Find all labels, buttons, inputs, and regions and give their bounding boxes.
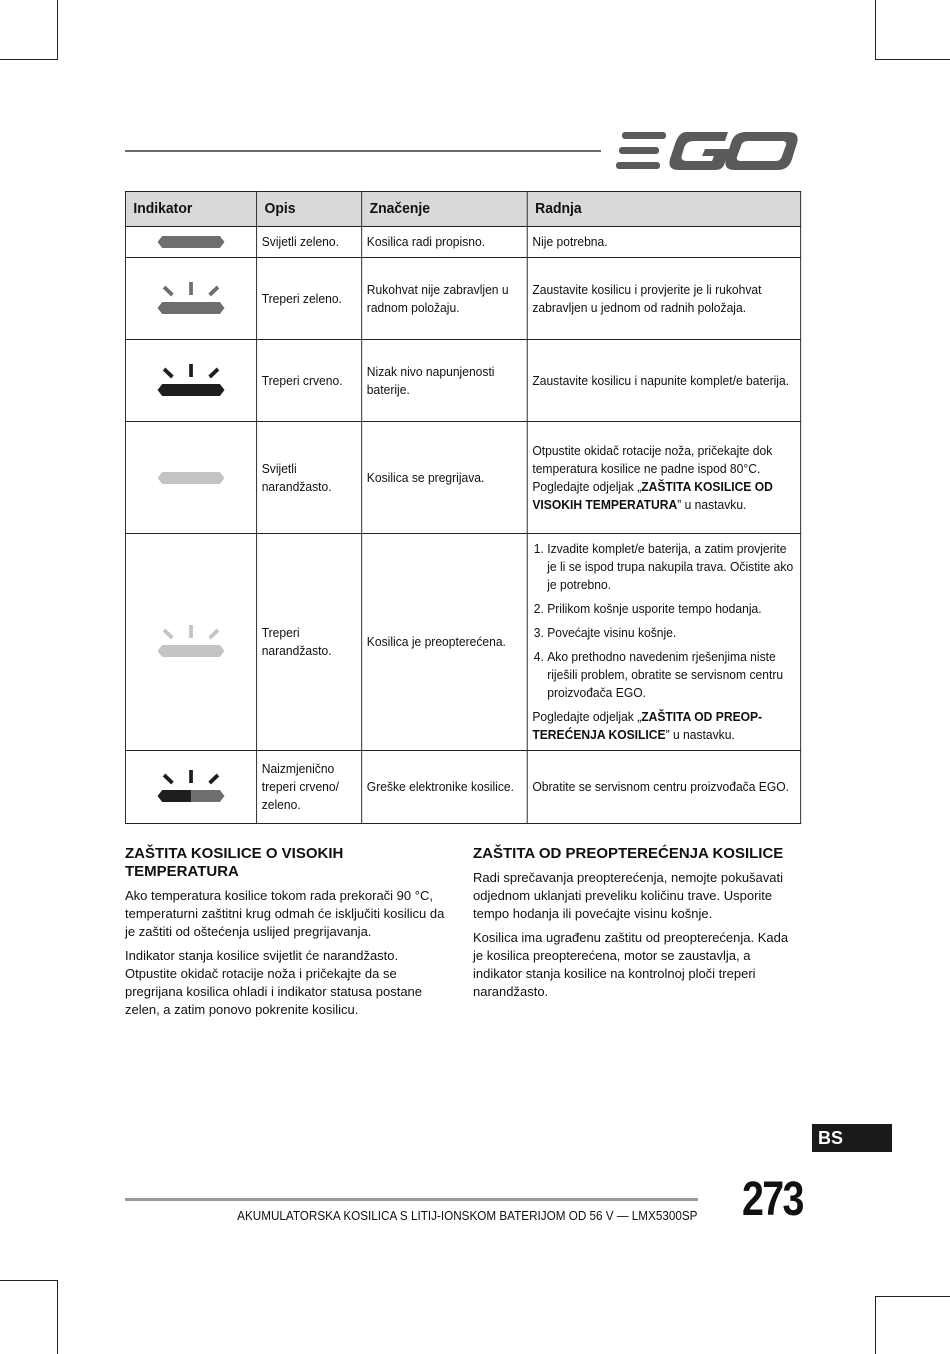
- table-row: [125, 340, 800, 422]
- section-overload: [473, 845, 799, 1007]
- radnja-cell: [527, 534, 800, 751]
- page-number: 273: [742, 1173, 803, 1226]
- znacenje-cell: Nizak nivo napunjenosti baterije.: [362, 340, 528, 422]
- section-title: ZAŠTITA KOSILICE O VISOKIH TEMPERATURA: [125, 845, 344, 880]
- section-reference: ZAŠTITA KOSILICE OD VISOKIH TEMPERATURA: [532, 478, 773, 512]
- header-radnja: Radnja: [527, 192, 800, 227]
- solid-orange-bar-icon: [157, 471, 226, 485]
- table-row: [125, 258, 800, 340]
- opis-cell: Svijetli zeleno.: [257, 227, 362, 258]
- action-list: [532, 540, 795, 702]
- crop-mark: [0, 59, 58, 60]
- section-reference: ZAŠTITA OD PREOPTEREĆENJA KOSILICE: [532, 709, 763, 742]
- table-row: [125, 534, 800, 751]
- alternating-red-green-bar-icon: [157, 769, 226, 805]
- list-item: 3. Povećajte visinu košnje.: [547, 624, 795, 642]
- radnja-cell: Obratite se servisnom centru proizvođača EGO.: [527, 751, 800, 824]
- solid-green-bar-icon: [157, 235, 226, 249]
- radnja-cell: Zaustavite kosilicu i provjerite je li rukohvat zabravljen u jednom od radnih položaja.: [527, 258, 800, 340]
- list-item: 1. Izvadite komplet/e baterija, a zatim provjerite je li se ispod trupa nakupila trava. Očistite ako je potrebno.: [547, 540, 795, 594]
- table-row: [125, 751, 800, 824]
- section-title: ZAŠTITA OD PREOPTEREĆENJA KOSILICE: [473, 845, 784, 862]
- znacenje-cell: Kosilica je preopterećena.: [362, 534, 528, 751]
- znacenje-cell: Kosilica se pregrijava.: [362, 422, 528, 534]
- opis-cell: Naizmjenično treperi crveno/ zeleno.: [257, 751, 362, 824]
- flashing-orange-bar-icon: [157, 624, 226, 660]
- header-znacenje: Značenje: [362, 192, 528, 227]
- crop-mark: [0, 1280, 58, 1281]
- crop-mark: [875, 1296, 950, 1297]
- znacenje-cell: Rukohvat nije zabravljen u radnom položaju.: [362, 258, 528, 340]
- header-rule: [125, 150, 601, 152]
- opis-cell: Treperi narandžasto.: [257, 534, 362, 751]
- list-item: 4. Ako prethodno navedenim rješenjima niste riješili problem, obratite se servisnom centru proizvođača EGO.: [547, 648, 795, 702]
- crop-mark: [875, 0, 876, 60]
- radnja-cell: Nije potrebna.: [527, 227, 800, 258]
- radnja-cell: Zaustavite kosilicu i napunite komplet/e baterija.: [527, 340, 800, 422]
- header-indikator: Indikator: [125, 192, 256, 227]
- table-header-row: [125, 192, 800, 227]
- opis-cell: Treperi zeleno.: [257, 258, 362, 340]
- table-row: [125, 227, 800, 258]
- znacenje-cell: Kosilica radi propisno.: [362, 227, 528, 258]
- flashing-green-bar-icon: [157, 281, 226, 317]
- list-item: 2. Prilikom košnje usporite tempo hodanja.: [547, 600, 795, 618]
- crop-mark: [57, 1280, 58, 1354]
- opis-cell: Svijetli narandžasto.: [257, 422, 362, 534]
- crop-mark: [875, 59, 950, 60]
- header-opis: Opis: [257, 192, 362, 227]
- language-tab: BS: [812, 1124, 892, 1152]
- indicator-cell: [125, 534, 256, 751]
- section-paragraph: Radi sprečavanja preopterećenja, nemojte pokušavati odjednom uklanjati preveliku količinu trave. Usporite tempo hodanja ili povećajte visinu košnje.: [473, 870, 784, 921]
- indicator-cell: [125, 340, 256, 422]
- indicator-cell: [125, 227, 256, 258]
- footer-title: AKUMULATORSKA KOSILICA S LITIJ-IONSKOM BATERIJOM OD 56 V — LMX5300SP: [236, 1208, 697, 1223]
- crop-mark: [875, 1296, 876, 1354]
- section-temperature: [125, 845, 451, 1025]
- indicator-cell: [125, 258, 256, 340]
- table-row: [125, 422, 800, 534]
- flashing-red-bar-icon: [157, 363, 226, 399]
- reference-paragraph: Pogledajte odjeljak „ZAŠTITA OD PREOPTEREĆENJA KOSILICE” u nastavku.: [532, 709, 763, 742]
- section-paragraph: Indikator stanja kosilice svijetlit će narandžasto. Otpustite okidač rotacije noža i pričekajte da se pregrijana kosilica ohladi i indikator statusa postane zelen, a zatim ponovo pokrenite kosilicu.: [125, 948, 423, 1017]
- section-paragraph: Kosilica ima ugrađenu zaštitu od preopterećenja. Kada je kosilica preopterećena, motor se zaustavlja, a indikator stanja kosilice na kontrolnoj ploči treperi narandžasto.: [473, 930, 789, 999]
- footer-rule: [125, 1198, 698, 1201]
- section-paragraph: Ako temperatura kosilice tokom rada prekorači 90 °C, temperaturni zaštitni krug odmah će isključiti kosilicu da je zaštiti od oštećenja uslijed pregrijavanja.: [125, 888, 445, 939]
- radnja-cell: Otpustite okidač rotacije noža, pričekajte dok temperatura kosilice ne padne ispod 80°C. Pogledajte odjeljak „ZAŠTITA KOSILICE OD VISOKIH TEMPERATURA” u nastavku.: [527, 422, 800, 534]
- crop-mark: [57, 0, 58, 60]
- indicator-cell: [125, 751, 256, 824]
- opis-cell: Treperi crveno.: [257, 340, 362, 422]
- ego-logo: [616, 130, 800, 172]
- indicator-cell: [125, 422, 256, 534]
- znacenje-cell: Greške elektronike kosilice.: [362, 751, 528, 824]
- indicator-table: [125, 191, 801, 824]
